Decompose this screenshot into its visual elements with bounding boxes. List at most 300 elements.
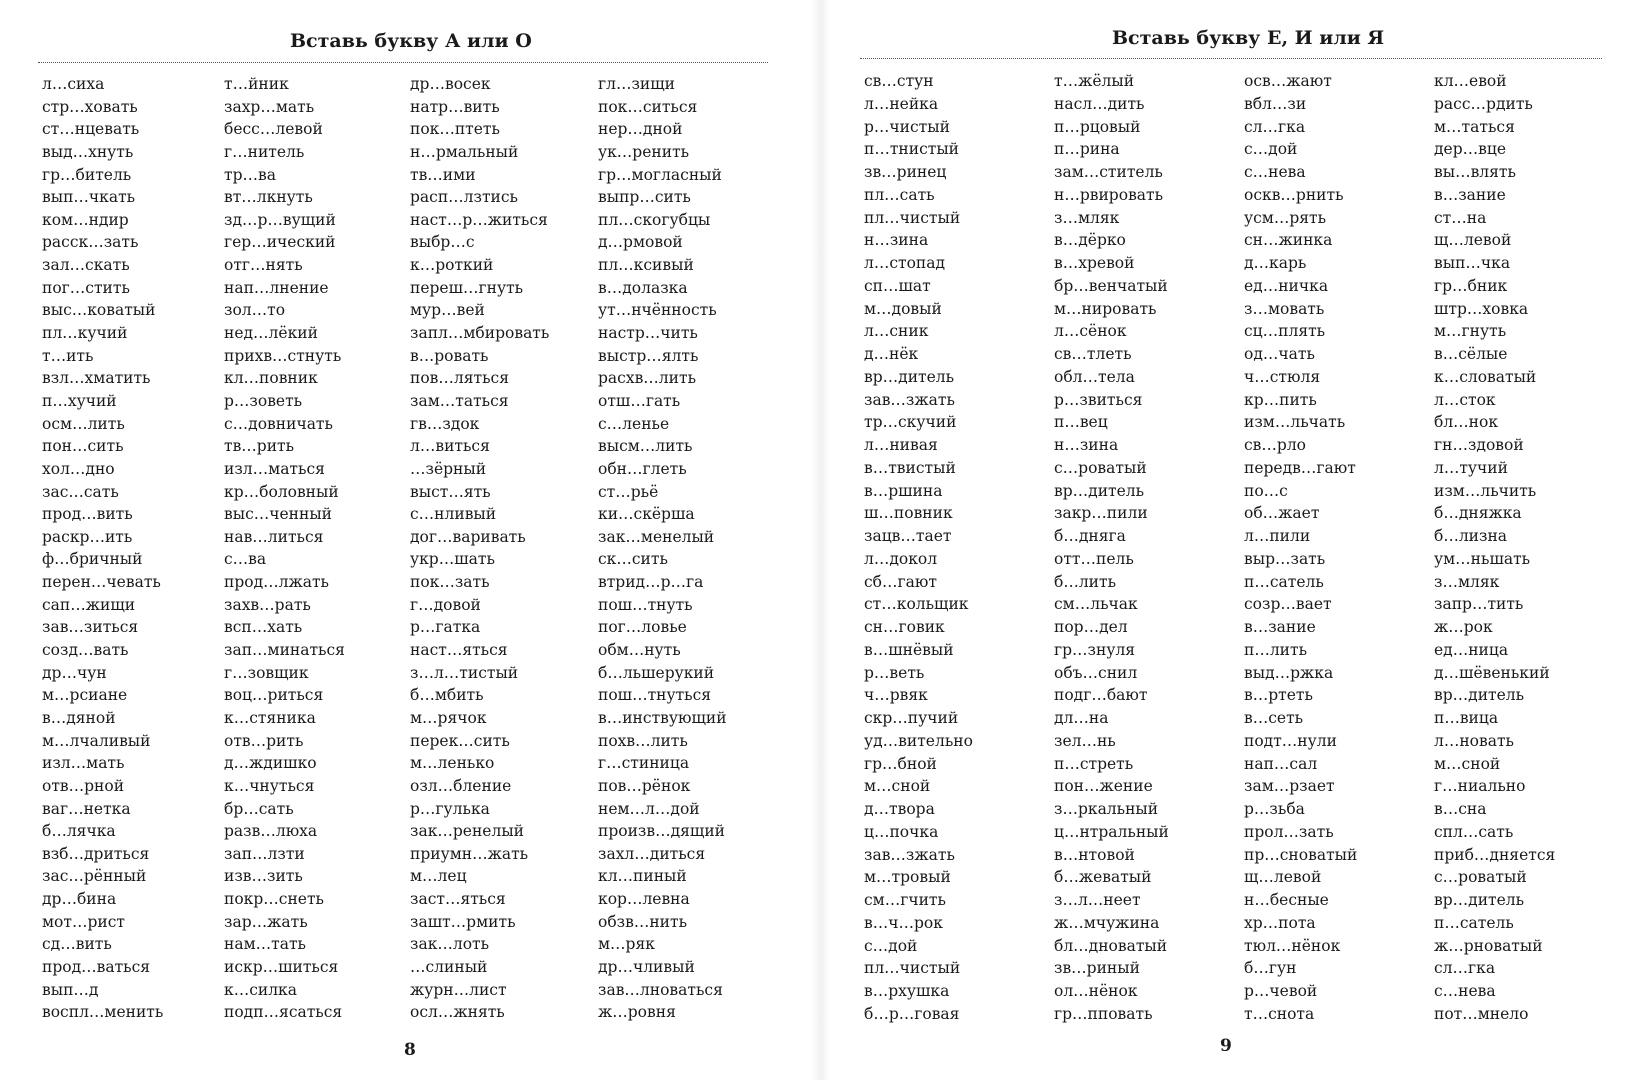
word-item: н…зина [1054,436,1119,454]
word-item: обм…нуть [598,641,681,660]
word-item: хол…дно [42,459,115,478]
word-item: гр…бной [864,754,937,773]
word-item: покр…снеть [224,890,324,909]
word-item: бр…венчатый [1054,276,1168,295]
word-item: оскв…рнить [1244,185,1344,204]
word-item: гр…знуля [1054,640,1136,659]
word-item: м…таться [1434,117,1515,136]
word-item: выпр…сить [598,188,691,207]
word-item: л…виться [410,437,490,456]
word-item: захв…рать [224,595,311,614]
word-item: ц…почка [864,822,939,841]
word-item: отш…гать [598,391,681,410]
word-item: прод…ваться [42,957,151,976]
word-item: тюл…нёнок [1244,936,1341,955]
word-item: з…мовать [1244,299,1325,318]
word-item: осв…жают [1244,72,1332,90]
word-item: ф…бричный [42,550,143,569]
word-item: пон…жение [1054,777,1153,796]
right-page [830,0,1642,1080]
word-item: пок…птеть [410,120,500,139]
word-item: р…гатка [410,618,481,637]
word-item: обн…глеть [598,459,687,478]
word-item: ж…мчужина [1054,913,1160,932]
word-item: сб…гают [864,572,937,591]
word-item: пл…чистый [864,208,961,227]
word-item: ж…рноватый [1434,936,1543,955]
word-item: пор…дел [1054,618,1128,636]
word-item: прол…зать [1244,822,1334,841]
word-item: д…ждишко [224,754,317,773]
word-item: штр…ховка [1434,299,1529,318]
word-item: з…л…неет [1054,891,1141,909]
word-item: м…ряк [598,935,655,954]
word-item: сп…шат [864,276,931,295]
word-item: зам…таться [410,391,509,410]
word-column-1 [42,73,163,1024]
word-item: нем…л…дой [598,799,700,818]
word-item: м…сной [1434,754,1501,773]
word-item: бесс…левой [224,120,323,139]
word-item: с…нева [1434,982,1496,1000]
word-item: в…хревой [1054,254,1135,272]
word-item: ки…скёрша [598,505,695,524]
word-item: ум…ньшать [1434,549,1531,568]
word-item: гер…ический [224,233,336,252]
word-item: св…стун [864,72,934,90]
word-item: в…инствующий [598,708,727,727]
word-item: см…льчак [1054,595,1138,614]
word-item: сн…жинка [1244,231,1333,250]
word-item: р…звиться [1054,390,1143,409]
word-item: пог…стить [42,278,130,297]
word-item: н…бесные [1244,891,1329,909]
word-item: пл…чистый [864,959,961,978]
word-item: дер…вце [1434,140,1507,159]
word-item: ст…на [1434,208,1487,227]
word-item: созр…вает [1244,595,1332,614]
word-item: з…ркальный [1054,800,1159,818]
word-column-2 [224,73,345,1024]
word-item: ваг…нетка [42,799,131,818]
word-item: щ…левой [1244,868,1322,887]
word-item: мур…вей [410,301,485,320]
word-item: б…дняжка [1434,504,1522,523]
word-item: зол…то [224,301,286,320]
word-item: р…зоветь [224,391,303,410]
word-item: с…нливый [410,505,497,524]
word-item: тв…рить [224,437,295,456]
word-item: св…рло [1244,436,1307,454]
word-item: б…р…говая [864,1004,960,1023]
word-column-3 [410,73,549,1024]
word-item: д…карь [1244,254,1307,272]
word-item: насл…дить [1054,94,1145,113]
word-item: отв…рной [42,776,125,795]
word-item: пл…кучий [42,324,128,343]
word-item: обзв…нить [598,912,688,931]
word-item: в…рхушка [864,982,950,1000]
word-item: ук…ренить [598,142,690,161]
word-item: с…ва [224,550,267,569]
word-item: п…лить [1244,640,1308,659]
word-item: щ…левой [1434,231,1512,250]
word-item: л…сиха [42,75,105,93]
word-item: г…довой [410,595,481,614]
word-item: т…жёлый [1054,72,1135,90]
word-item: зацв…тает [864,527,952,545]
word-item: захл…диться [598,844,706,863]
word-item: гр…битель [42,165,132,184]
word-item: гр…пповать [1054,1004,1153,1023]
word-item: м…ленько [410,754,495,773]
word-item: нав…литься [224,527,324,546]
word-item: т…йник [224,75,289,93]
word-item: передв…гают [1244,458,1356,477]
word-column-1 [864,70,973,1026]
word-item: подп…ясаться [224,1003,343,1022]
word-item: уд…вительно [864,731,973,750]
word-item: зас…сать [42,482,119,501]
word-item: высм…лить [598,437,693,456]
word-item: кл…повник [224,369,318,388]
word-item: т…ить [42,346,94,365]
word-item: др…чливый [598,957,695,976]
word-item: л…сток [1434,390,1496,409]
word-item: запр…тить [1434,595,1524,614]
word-item: пл…ксивый [598,256,694,275]
word-item: б…жеватый [1054,868,1152,887]
word-column-4 [1434,70,1555,1026]
word-item: выс…коватый [42,301,156,320]
word-item: с…роватый [1434,868,1527,887]
dotted-divider [860,58,1602,59]
word-item: зав…зжать [864,390,955,409]
word-item: др…восек [410,75,491,93]
word-item: р…чистый [864,117,950,136]
word-item: зав…лноваться [598,980,723,999]
word-item: вып…д [42,980,99,999]
word-item: в…долазка [598,278,688,297]
word-item: зар…жать [224,912,308,931]
word-item: тр…скучий [864,413,957,432]
word-item: к…стяника [224,708,316,727]
word-item: …зёрный [410,459,487,478]
word-item: к…силка [224,980,297,999]
word-item: кл…пиный [598,867,687,886]
word-item: вт…лкнуть [224,188,313,207]
word-item: ут…нчённость [598,301,717,320]
word-item: пл…сать [864,185,935,204]
word-item: пл…скогубцы [598,210,711,229]
word-item: т…снота [1244,1004,1315,1023]
word-item: к…роткий [410,256,494,275]
word-item: нер…дной [598,120,683,139]
word-item: бр…сать [224,799,294,818]
word-item: п…рина [1054,140,1120,159]
word-item: нап…сал [1244,754,1318,773]
word-item: воц…риться [224,686,324,705]
word-item: гв…здок [410,414,480,433]
word-item: пок…ситься [598,97,698,116]
word-item: ст…кольщик [864,595,969,614]
word-item: с…нева [1244,163,1306,181]
word-item: ст…нцевать [42,120,140,139]
word-item: пов…ляться [410,369,509,388]
word-item: р…веть [864,663,925,682]
word-item: л…новать [1434,731,1514,750]
word-item: обл…тела [1054,367,1135,386]
word-item: зап…минаться [224,641,345,660]
word-column-4 [598,73,727,1024]
word-item: зашт…рмить [410,912,516,931]
word-item: вбл…зи [1244,94,1307,113]
word-item: ком…ндир [42,210,129,229]
word-column-2 [1054,70,1169,1026]
word-item: сап…жищи [42,595,136,614]
word-item: вр…дитель [1434,686,1525,705]
word-item: нед…лёкий [224,324,318,343]
word-item: в…ч…рок [864,913,943,932]
word-item: св…тлеть [1054,345,1132,363]
word-item: г…ниально [1434,777,1526,796]
word-item: …слиный [410,957,488,976]
word-item: д…рмовой [598,233,683,252]
word-item: зв…ринец [864,163,947,181]
word-item: изм…льчить [1434,481,1537,500]
word-item: в…ршина [864,481,943,500]
word-item: запл…мбировать [410,324,550,343]
word-item: пог…ловье [598,618,687,637]
word-item: выд…ржка [1244,663,1334,682]
word-item: б…льшерукий [598,663,715,682]
word-item: тр…ва [224,165,276,184]
word-item: вы…влять [1434,163,1516,181]
word-item: нам…тать [224,935,306,954]
left-page [0,0,800,1080]
word-item: д…твора [864,800,935,818]
word-item: вр…дитель [1054,481,1145,500]
word-item: зак…ренелый [410,822,524,841]
word-item: сл…гка [1244,117,1306,136]
word-item: прихв…стнуть [224,346,342,365]
word-item: м…рячок [410,708,487,727]
word-item: зв…риный [1054,959,1140,978]
word-item: перен…чевать [42,573,161,592]
word-item: м…лчаливый [42,731,151,750]
word-item: л…нивая [864,436,938,454]
word-item: изл…мать [42,754,125,773]
word-item: в…дяной [42,708,116,727]
word-item: зак…лоть [410,935,490,954]
page-number: 8 [404,1040,416,1060]
word-item: зав…зжать [864,845,955,864]
word-item: в…сёлые [1434,345,1508,363]
word-item: к…словатый [1434,367,1537,386]
word-item: стр…ховать [42,97,138,116]
book-gutter [812,0,830,1080]
word-item: ж…ровня [598,1003,676,1022]
word-item: отт…пель [1054,549,1134,568]
word-item: прод…лжать [224,573,329,592]
word-item: кор…левна [598,890,690,909]
word-item: переш…гнуть [410,278,524,297]
word-item: в…зание [1434,185,1506,204]
word-item: расск…зать [42,233,139,252]
word-item: прод…вить [42,505,133,524]
word-item: вр…дитель [864,367,955,386]
word-item: п…сатель [1434,913,1514,932]
word-item: воспл…менить [42,1003,164,1022]
word-item: з…мляк [1434,572,1500,591]
word-item: расхв…лить [598,369,697,388]
word-item: л…нейка [864,94,939,113]
word-item: с…дой [1244,140,1298,159]
word-item: натр…вить [410,97,500,116]
word-item: расп…лзтись [410,188,519,207]
word-item: выс…ченный [224,505,332,524]
word-item: кр…пить [1244,390,1317,409]
word-item: зав…зиться [42,618,139,637]
word-item: кл…евой [1434,72,1507,90]
word-item: сд…вить [42,935,112,954]
word-item: дл…на [1054,709,1109,727]
word-item: раскр…ить [42,527,133,546]
word-item: б…лить [1054,572,1117,591]
word-item: разв…люха [224,822,318,841]
word-item: в…дёрко [1054,231,1126,250]
word-item: п…вица [1434,709,1499,727]
word-item: в…твистый [864,458,956,477]
word-item: осл…жнять [410,1003,505,1022]
word-item: п…вец [1054,413,1108,432]
word-column-3 [1244,70,1357,1026]
word-item: выстр…ялть [598,346,699,365]
word-item: в…сеть [1244,709,1304,727]
word-item: спл…сать [1434,822,1514,841]
word-item: пот…мнело [1434,1004,1529,1023]
word-item: г…нитель [224,142,305,161]
word-item: тв…ими [410,165,476,184]
word-item: похв…лить [598,731,688,750]
page-number: 9 [1220,1036,1232,1056]
word-item: в…нтовой [1054,845,1135,864]
word-item: п…хучий [42,391,117,410]
word-item: заст…яться [410,890,506,909]
word-item: зд…р…вущий [224,210,336,229]
word-item: созд…вать [42,641,129,660]
word-item: г…стиница [598,754,690,773]
dotted-divider [38,62,768,63]
word-item: д…шёвенький [1434,663,1550,682]
word-item: зап…лзти [224,844,305,863]
word-item: с…довничать [224,414,333,433]
word-item: др…бина [42,890,117,909]
word-item: скр…пучий [864,709,959,727]
word-item: отв…рить [224,731,304,750]
word-item: пош…тнуть [598,595,693,614]
word-item: озл…бление [410,776,512,795]
word-item: л…тучий [1434,458,1508,477]
word-item: р…гулька [410,799,490,818]
word-item: ч…стюля [1244,367,1321,386]
page-title: Вставь букву А или О [290,30,532,52]
word-item: изв…зить [224,867,303,886]
word-item: од…чать [1244,345,1315,363]
word-item: гр…бник [1434,276,1508,295]
word-item: п…сатель [1244,572,1324,591]
word-item: хр…пота [1244,913,1316,932]
word-item: сл…гка [1434,959,1496,978]
word-item: л…сёнок [1054,322,1127,341]
word-item: п…стреть [1054,754,1134,773]
page-title: Вставь букву Е, И или Я [1112,27,1385,49]
word-item: п…тнистый [864,140,959,159]
word-item: р…зьба [1244,800,1305,818]
word-item: з…мляк [1054,208,1120,227]
word-item: в…шнёвый [864,640,954,659]
word-item: изл…маться [224,459,325,478]
word-item: др…чун [42,663,107,682]
word-item: приумн…жать [410,844,529,863]
word-item: подт…нули [1244,731,1337,750]
word-item: м…гнуть [1434,322,1507,341]
word-item: усм…рять [1244,208,1327,227]
word-item: зал…скать [42,256,130,275]
word-item: кр…боловный [224,482,339,501]
word-item: изм…льчать [1244,413,1346,432]
word-item: зам…ститель [1054,163,1163,181]
word-item: ц…нтральный [1054,822,1169,841]
word-item: б…дняга [1054,527,1126,545]
word-item: с…ленье [598,414,670,433]
word-item: расс…рдить [1434,94,1533,113]
word-item: н…зина [864,231,929,250]
word-item: гн…здовой [1434,436,1524,454]
word-item: д…нёк [864,345,919,363]
word-item: м…лец [410,867,467,886]
word-item: см…гчить [864,891,946,909]
word-item: дог…варивать [410,527,526,546]
word-item: в…ровать [410,346,489,365]
word-item: выбр…с [410,233,475,252]
word-item: н…рвировать [1054,185,1164,204]
word-item: м…довый [864,299,942,318]
word-item: отг…нять [224,256,303,275]
word-item: в…зание [1244,618,1316,636]
word-item: б…гун [1244,959,1297,978]
word-item: зас…рённый [42,867,147,886]
word-item: закр…пили [1054,504,1148,523]
word-item: в…сна [1434,800,1487,818]
word-item: по…с [1244,481,1288,500]
word-item: м…нировать [1054,299,1157,318]
word-item: к…чнуться [224,776,315,795]
word-item: сн…говик [864,618,945,636]
word-item: з…л…тистый [410,663,519,682]
word-item: выд…хнуть [42,142,134,161]
word-item: л…сник [864,322,929,341]
word-item: журн…лист [410,980,507,999]
word-item: с…дой [864,936,918,955]
word-item: взл…хматить [42,369,151,388]
word-item: бл…дноватый [1054,936,1168,955]
word-item: зак…менелый [598,527,715,546]
word-item: произв…дящий [598,822,725,841]
word-item: г…зовщик [224,663,309,682]
word-item: настр…чить [598,324,698,343]
word-item: ч…рвяк [864,686,928,705]
